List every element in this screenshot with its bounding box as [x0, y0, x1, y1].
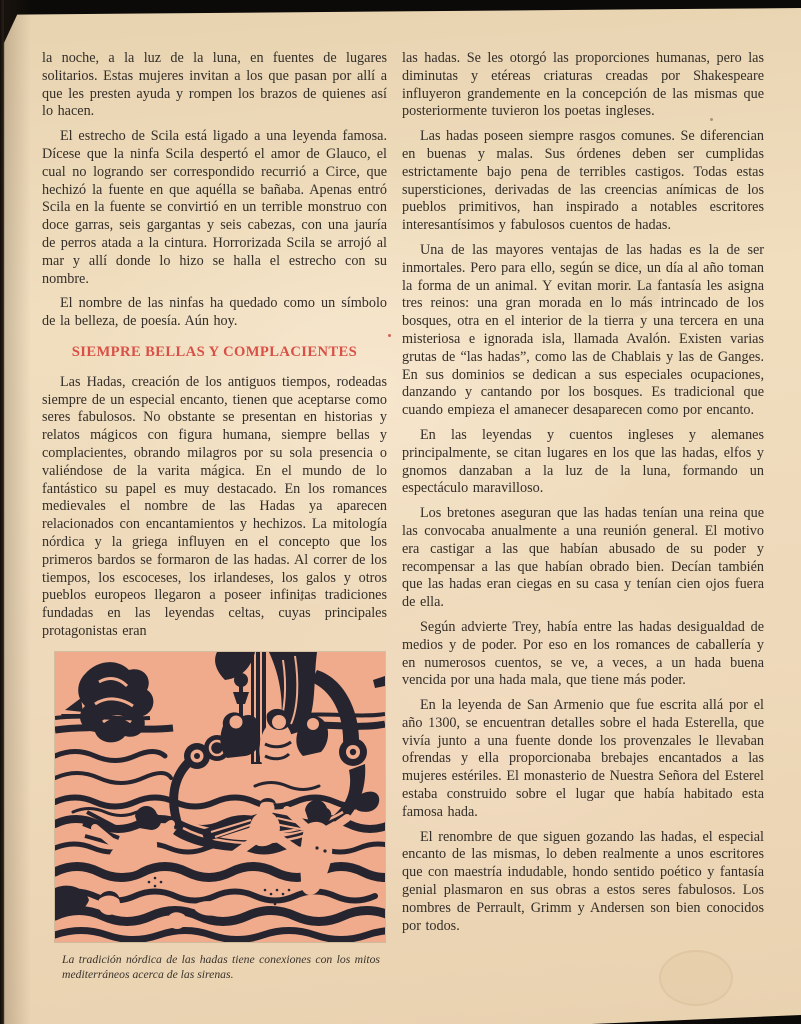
book-edge-top	[0, 0, 801, 16]
woodcut-sirens-ship-illustration	[55, 652, 385, 942]
paragraph: En las leyendas y cuentos ingleses y alemanes principalmente, se citan lugares en los que las hadas, elfos y gnomos danzaban a la luz de la luna, formando un espectáculo maravilloso.	[402, 426, 764, 497]
paragraph: las hadas. Se les otorgó las proporciones humanas, pero las diminutas y etéreas criaturas creadas por Shakespeare influyeron grandemente en la concepción de las mismas que posteriormente tuvieron los poetas ingleses.	[402, 50, 764, 120]
paragraph: Las hadas poseen siempre rasgos comunes. Se diferencian en buenas y malas. Sus órdenes deben ser cumplidas estrictamente bajo pena de terribles castigos. Todas estas supersticiones, derivadas de las creencias anímicas de los pueblos primitivos, han inspirado a notables escritores interesantísimos y fabulosos cuentos de hadas.	[402, 128, 764, 234]
page-content	[42, 50, 764, 982]
paragraph: Una de las mayores ventajas de las hadas es la de ser inmortales. Pero para ello, según se dice, un día al año toman la forma de un animal. Y evitan morir. La fantasía les asigna tres reinos: una gran morada en lo más intrincado de los bosques, otra en el interior de la tierra y una tercera en una misteriosa e ignorada isla, llamada Avalón. Existen varias grutas de “las hadas”, como las de Chablais y las de Ganges. En sus dominios se dedican a sus especiales ocupaciones, danzando y cantando por los bosques. Es tradicional que cuando empieza el amanecer desaparecen como por encanto.	[402, 241, 764, 419]
gutter-shadow	[5, 0, 31, 1024]
figure	[42, 652, 387, 982]
figure-caption: La tradición nórdica de las hadas tiene conexiones con los mitos mediterráneos acerca de las sirenas.	[62, 952, 380, 981]
right-column	[402, 50, 764, 982]
paragraph: Según advierte Trey, había entre las hadas desigualdad de medios y de poder. Por eso en los romances de caballería y en numerosos cuentos, se ve, a veces, a un hada buena vencida por una hada mala, que tiene más poder.	[402, 618, 764, 689]
paragraph: El estrecho de Scila está ligado a una leyenda famosa. Dícese que la ninfa Scila despertó el amor de Glauco, el cual no logrando ser correspondido recurrió a Circe, que hechizó la fuente en que aquélla se bañaba. Apenas entró Scila en la fuente se convirtió en un terrible monstruo con doce garras, seis gargantas y seis cabezas, con una jauría de perros atada a la cintura. Horrorizada Scila se arrojó al mar y allí donde lo hizo se halla el estrecho con su nombre.	[42, 128, 387, 287]
paragraph: El nombre de las ninfas ha quedado como un símbolo de la belleza, de poesía. Aún hoy.	[42, 295, 387, 330]
paragraph: Los bretones aseguran que las hadas tenían una reina que las convocaba anualmente a una reunión general. El motivo era castigar a las que habían abusado de su poder y recompensar a las que habían obrado bien. Decían también que las hadas eran ciegas en su casa y tenían cien ojos fuera de ella.	[402, 505, 764, 611]
section-heading: SIEMPRE BELLAS Y COMPLACIENTES	[71, 343, 358, 360]
book-edge-bottom-right	[591, 1013, 801, 1024]
left-column	[42, 50, 387, 982]
paragraph: En la leyenda de San Armenio que fue escrita allá por el año 1300, se encuentran detalles sobre el hada Esterella, que vivía junto a una fuente donde los provenzales le llevaban ofrendas y ella proporcionaba brebajes encantados a las mujeres estériles. El monasterio de Nuestra Señora del Esterel estaba construido sobre el lugar que había habitado esta famosa hada.	[402, 697, 764, 820]
paragraph: la noche, a la luz de la luna, en fuentes de lugares solitarios. Estas mujeres invitan a los que pasan por allí a que les presten ayuda y rompen los brazos de quienes así lo hacen.	[42, 50, 387, 120]
paragraph: Las Hadas, creación de los antiguos tiempos, rodeadas siempre de un especial encanto, tienen que aceptarse como seres fabulosos. No obstante se presentan en historias y relatos mágicos con figura humana, siempre bellas y complacientes, obrando milagros por su sola presencia o valiéndose de la varita mágica. En el mundo de lo fantástico su papel es muy destacado. En los romances medievales el nombre de las Hadas ya aparecen relacionados con encantamientos y hechizos. La mitología nórdica y la griega influyen en el concepto que los primeros bardos se formaron de las hadas. Al correr de los tiempos, los escoceses, los irlandeses, los galos y otros pueblos europeos llegaron a poseer infinitas tradiciones fundadas en las leyendas celtas, cuyas principales protagonistas eran	[42, 373, 387, 639]
paragraph: El renombre de que siguen gozando las hadas, el especial encanto de las mismas, lo deben realmente a unos escritores que con maestría indudable, hondo sentido poético y fantasía genial plasmaron en sus obras a estos seres fabulosos. Los nombres de Perrault, Grimm y Andersen son bien conocidos por todos.	[402, 828, 764, 934]
